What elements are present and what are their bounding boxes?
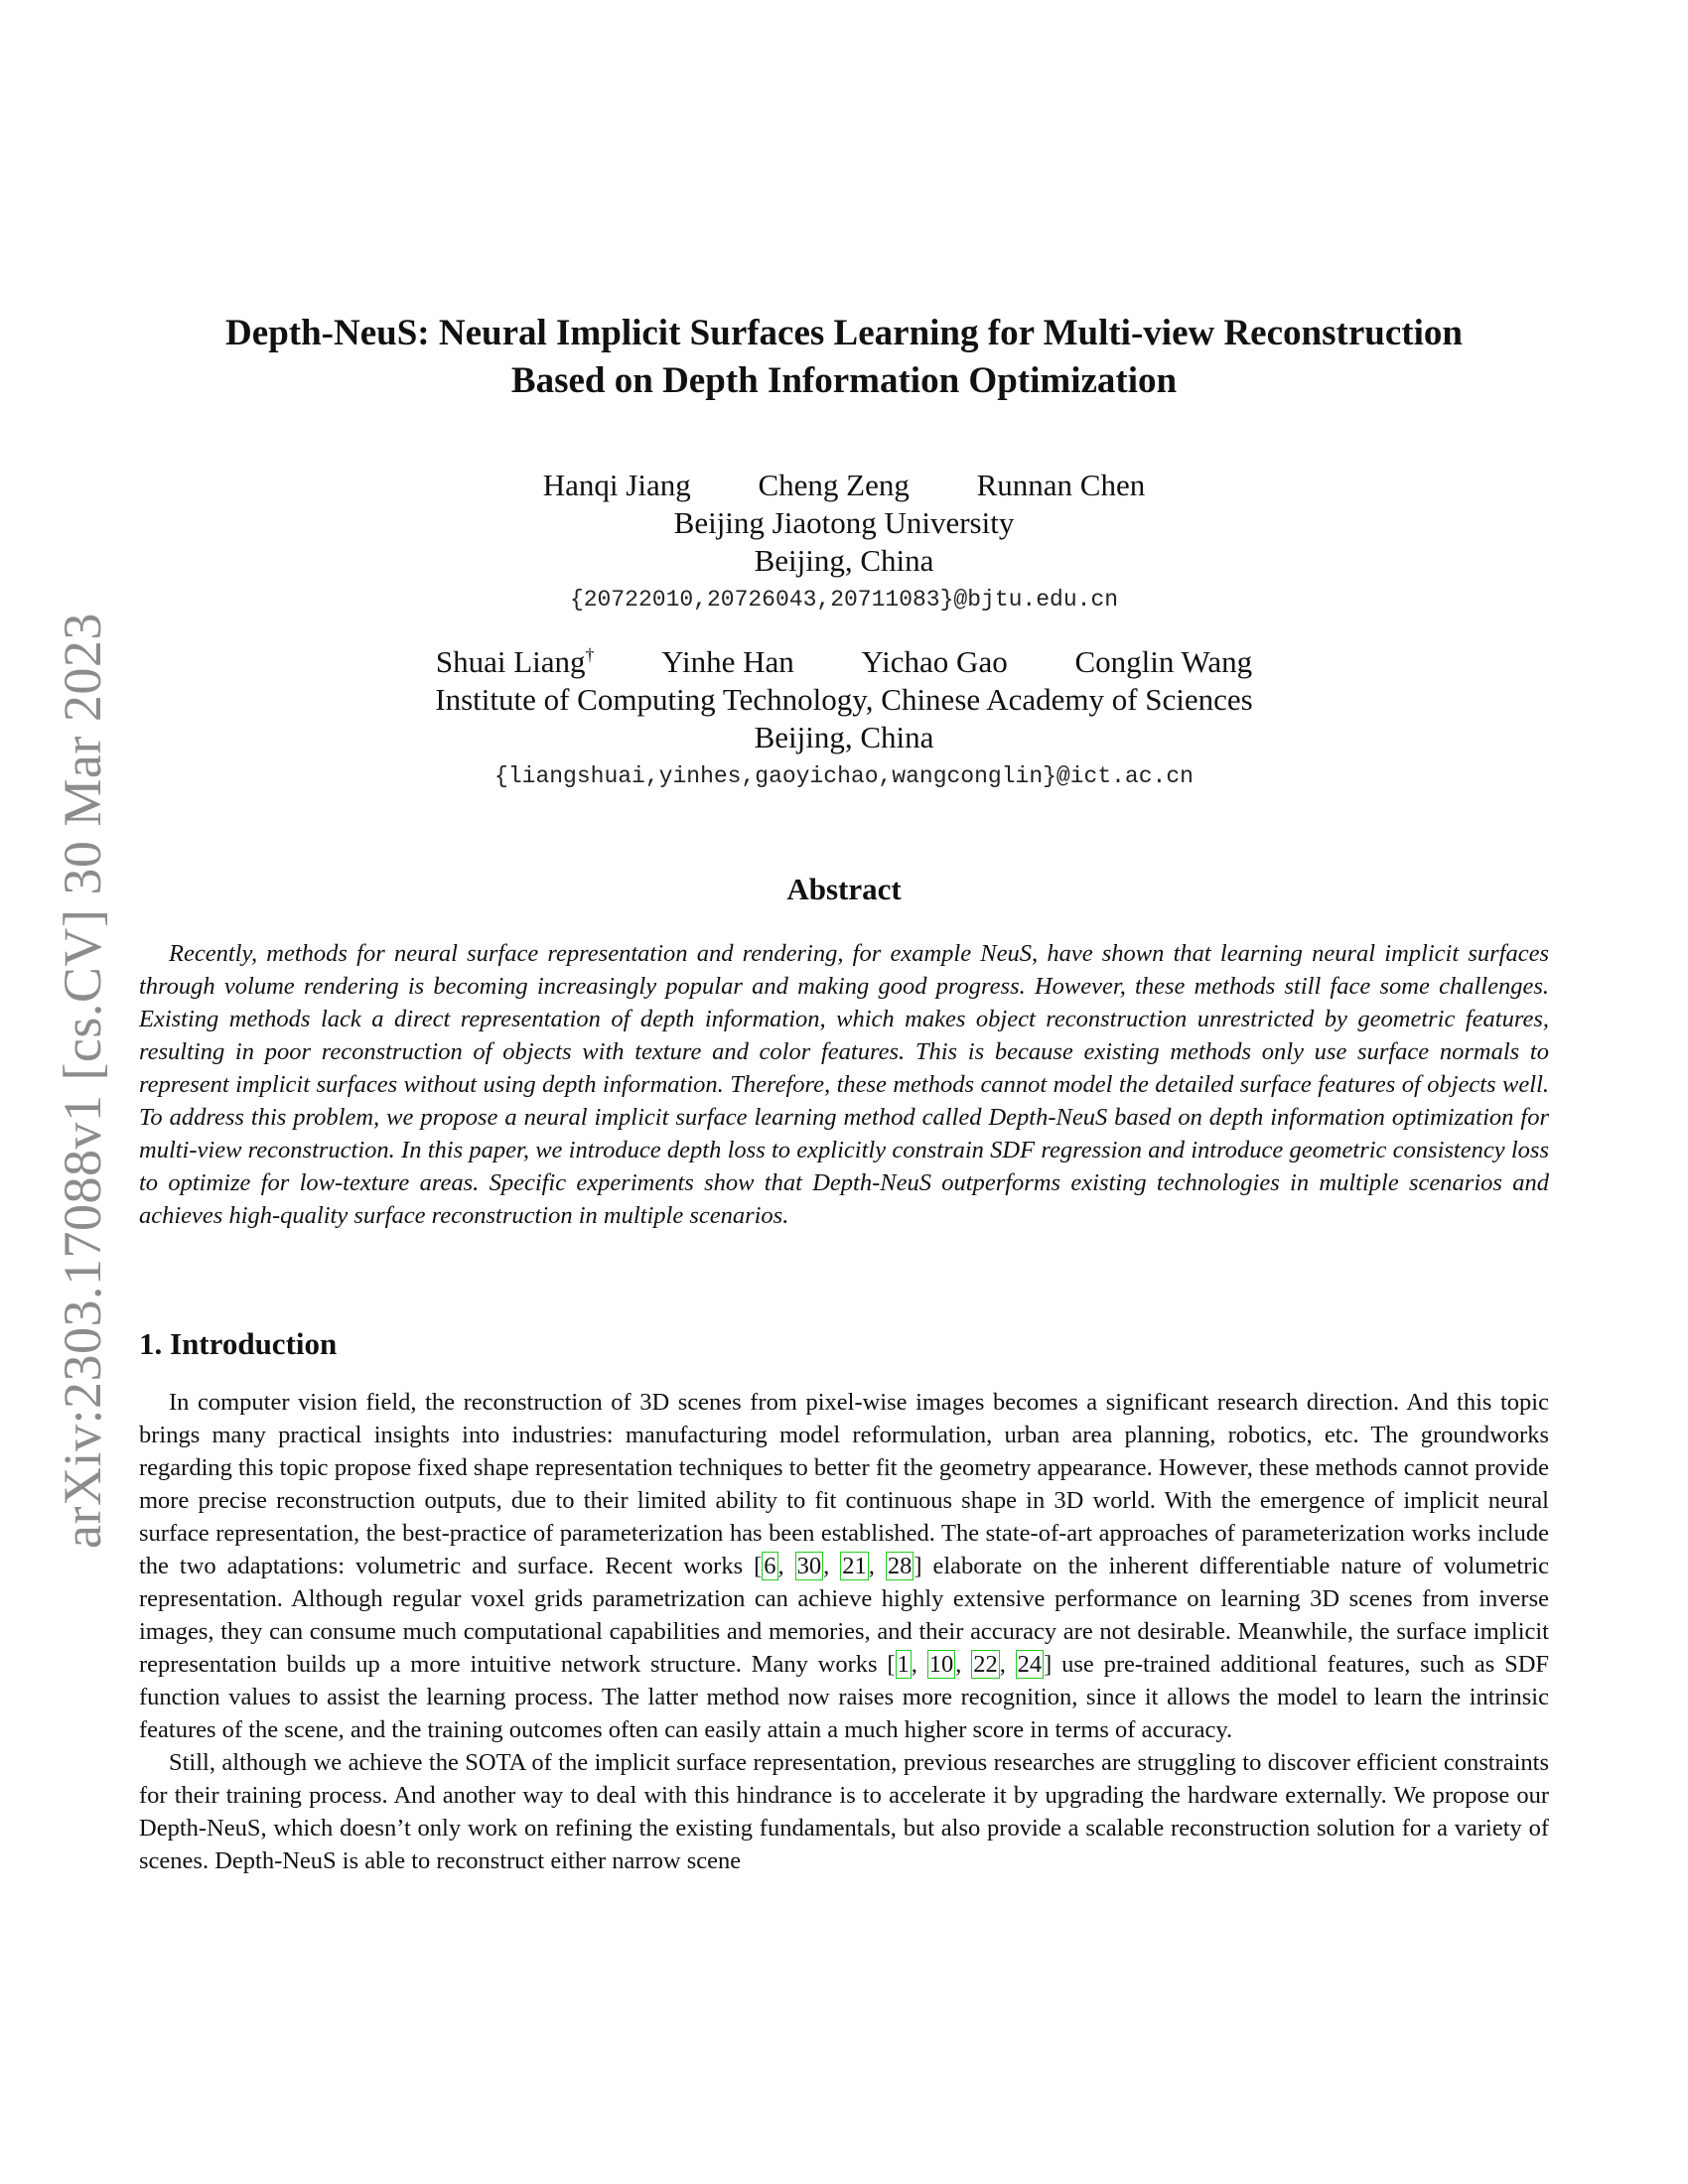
intro-paragraph-1: In computer vision field, the reconstruction of 3D scenes from pixel-wise images becomes a significant research direction. And this topic brings many practical insights into industries: manufacturing model reformulation, urban area planning, robotics, etc. The groundworks regarding this topic propose fixed shape representation techniques to better fit the geometry appearance. However, these methods cannot provide more precise reconstruction outputs, due to their limited ability to fit continuous shape in 3D world. With the emergence of implicit neural surface representation, the best-practice of parameterization has been established. The state-of-art approaches of parameterization works include the two adaptations: volumetric and surface. Recent works [6, 30, 21, 28] elaborate on the inherent differentiable nature of volumetric representation. Although regular voxel grids parametrization can achieve highly extensive performance on learning 3D scenes from inverse images, they can consume much computational capabilities and memories, and their accuracy are not desirable. Meanwhile, the surface implicit representation builds up a more intuitive network structure. Many works [1, 10, 22, 24] use pre-trained additional features, such as SDF function values to assist the learning process. The latter method now raises more recognition, since it allows the model to learn the intrinsic features of the scene, and the training outcomes often can easily attain a much higher score in terms of accuracy. <box>139 1389 1550 1743</box>
citation-link[interactable]: 1 <box>897 1651 910 1678</box>
intro-text: use pre-trained additional features, such as SDF function values to assist the learning process. The latter method now raises more recognition, since it allows the model to learn the intrinsic features of the scene, and the training outcomes often can easily attain a much higher score in terms of accuracy. <box>139 1651 1550 1743</box>
affiliation: Institute of Computing Technology, Chinese Academy of Sciences <box>435 682 1253 718</box>
author-name: Conglin Wang <box>1074 644 1253 680</box>
corresponding-dagger: † <box>585 645 595 665</box>
citation-link[interactable]: 10 <box>928 1651 954 1678</box>
email: {liangshuai,yinhes,gaoyichao,wangconglin}@ict.ac.cn <box>494 763 1194 790</box>
citation-link[interactable]: 22 <box>973 1651 998 1678</box>
affiliation: Beijing Jiaotong University <box>673 505 1015 540</box>
author-group-2 <box>0 636 1688 796</box>
location: Beijing, China <box>754 720 934 755</box>
paper-title <box>0 310 1688 405</box>
citation-link[interactable]: 21 <box>842 1553 867 1579</box>
author-name-text: Shuai Liang <box>435 644 586 680</box>
intro-text: elaborate on the inherent differentiable nature of volumetric representation. Although regular voxel grids parametrization can achieve highly extensive performance on learning 3D scenes from inverse images, they can consume much computational capabilities and memories, and their accuracy are not desirable. Meanwhile, the surface implicit representation builds up a more intuitive network structure. Many works <box>139 1553 1550 1678</box>
author-list-2 <box>0 636 1688 681</box>
author-name: Yinhe Han <box>661 644 794 680</box>
citation-link[interactable]: 30 <box>796 1553 822 1579</box>
abstract-heading: Abstract <box>786 872 902 906</box>
abstract-text: Recently, methods for neural surface representation and rendering, for example NeuS, have shown that learning neural implicit surfaces through volume rendering is becoming increasingly popular and making good progress. However, these methods still face some challenges. Existing methods lack a direct representation of depth information, which makes object reconstruction unrestricted by geometric features, resulting in poor reconstruction of objects with texture and color features. This is because existing methods only use surface normals to represent implicit surfaces without using depth information. Therefore, these methods cannot model the detailed surface features of objects well. To address this problem, we propose a neural implicit surface learning method called Depth-NeuS based on depth information optimization for multi-view reconstruction. In this paper, we introduce depth loss to explicitly constrain SDF regression and introduce geometric consistency loss to optimize for low-texture areas. Specific experiments show that Depth-NeuS outperforms existing technologies in multiple scenarios and achieves high-quality surface reconstruction in multiple scenarios. <box>139 940 1549 1229</box>
title-line-2: Based on Depth Information Optimization <box>510 360 1178 401</box>
intro-paragraph-2: Still, although we achieve the SOTA of the implicit surface representation, previous researches are struggling to discover efficient constraints for their training process. And another way to deal with this hindrance is to accelerate it by upgrading the hardware externally. We propose our Depth-NeuS, which doesn’t only work on refining the existing fundamentals, but also provide a scalable reconstruction solution for a variety of scenes. Depth-NeuS is able to reconstruct either narrow scene <box>139 1749 1549 1874</box>
section-heading-introduction: 1. Introduction <box>139 1326 338 1361</box>
email: {20722010,20726043,20711083}@bjtu.edu.cn <box>569 587 1119 613</box>
author-name: Cheng Zeng <box>758 468 910 502</box>
citation-link[interactable]: 28 <box>887 1553 913 1579</box>
introduction-body <box>139 1386 1549 1877</box>
author-name: Runnan Chen <box>976 468 1146 502</box>
location: Beijing, China <box>754 543 934 578</box>
author-list-1 <box>0 467 1688 504</box>
citation-link[interactable]: 24 <box>1017 1651 1043 1678</box>
author-group-1 <box>0 467 1688 619</box>
arxiv-watermark: arXiv:2303.17088v1 [cs.CV] 30 Mar 2023 <box>53 613 112 1549</box>
author-name: Yichao Gao <box>861 644 1008 680</box>
title-line-1: Depth-NeuS: Neural Implicit Surfaces Learning for Multi-view Reconstruction <box>225 313 1463 353</box>
intro-text: In computer vision field, the reconstruction of 3D scenes from pixel-wise images becomes a significant research direction. And this topic brings many practical insights into industries: manufacturing model reformulation, urban area planning, robotics, etc. The groundworks regarding this topic propose fixed shape representation techniques to better fit the geometry appearance. However, these methods cannot provide more precise reconstruction outputs, due to their limited ability to fit continuous shape in 3D world. With the emergence of implicit neural surface representation, the best-practice of parameterization has been established. The state-of-art approaches of parameterization works include the two adaptations: volumetric and surface. Recent works <box>139 1389 1549 1579</box>
citation-link[interactable]: 6 <box>764 1553 776 1579</box>
author-name <box>436 644 595 679</box>
author-name: Hanqi Jiang <box>542 468 691 502</box>
